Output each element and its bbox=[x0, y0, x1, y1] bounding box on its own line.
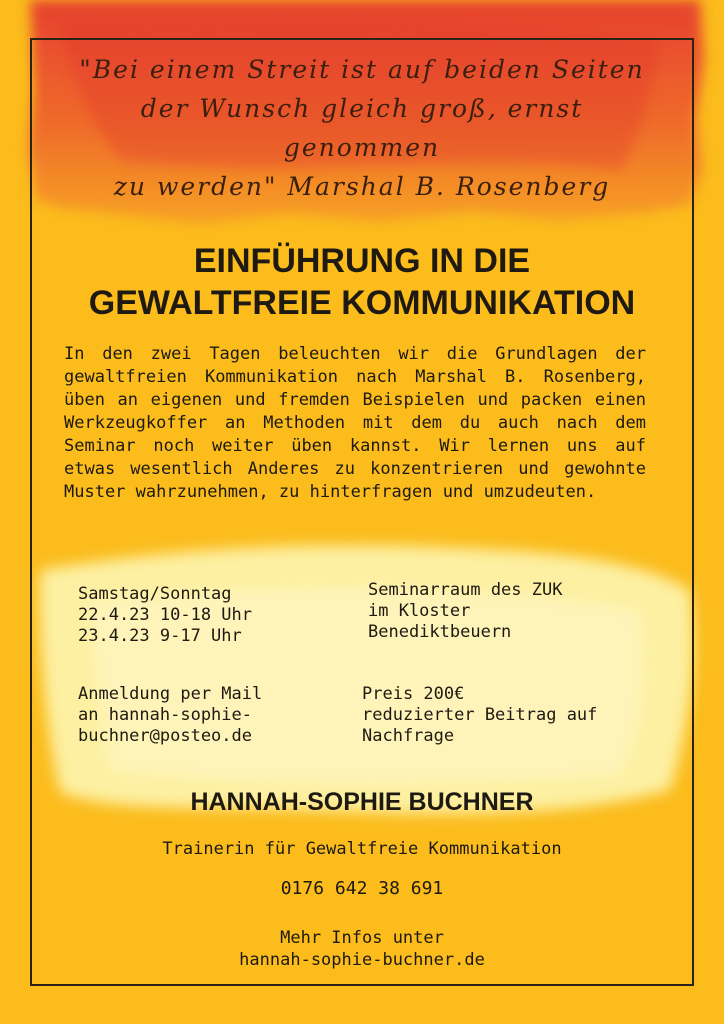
dates-day1: 22.4.23 10-18 Uhr bbox=[78, 605, 252, 625]
quote-line: zu werden" Marshal B. Rosenberg bbox=[113, 172, 611, 201]
price-line: Nachfrage bbox=[362, 726, 455, 746]
website-link[interactable]: hannah-sophie-buchner.de bbox=[239, 950, 485, 970]
registration-block bbox=[78, 684, 338, 747]
quote-line: "Bei einem Streit ist auf beiden Seiten bbox=[79, 55, 645, 84]
more-info bbox=[40, 927, 684, 971]
title-line-2: GEWALTFREIE KOMMUNIKATION bbox=[88, 284, 636, 322]
location-line: Seminarraum des ZUK bbox=[368, 580, 563, 600]
trainer-role: Trainerin für Gewaltfreie Kommunikation bbox=[162, 839, 562, 859]
more-info-label: Mehr Infos unter bbox=[280, 928, 444, 948]
quote-line: der Wunsch gleich groß, ernst genommen bbox=[140, 94, 584, 162]
trainer-phone[interactable]: 0176 642 38 691 bbox=[280, 878, 444, 899]
registration-line: an hannah-sophie- bbox=[78, 705, 252, 725]
price-line: Preis 200€ bbox=[362, 684, 465, 704]
price-block bbox=[362, 684, 662, 747]
intro-paragraph: In den zwei Tagen beleuchten wir die Grundlagen der gewaltfreien Kommunikation nach Marshal B. Rosenberg, üben an eigenen und fremden Beispielen und packen einen Werkzeugkoffer an Methoden mit dem du auch nach dem Seminar noch weiter üben kannst. Wir lernen uns auf etwas wesentlich Anderes zu konzentrieren und gewohnte Muster wahrzunehmen, zu hinterfragen und umzudeuten. bbox=[64, 344, 646, 502]
registration-line: Anmeldung per Mail bbox=[78, 684, 263, 704]
trainer-name: HANNAH-SOPHIE BUCHNER bbox=[190, 788, 534, 816]
registration-email[interactable]: buchner@posteo.de bbox=[78, 726, 252, 746]
location-line: Benediktbeuern bbox=[368, 622, 512, 642]
location-block bbox=[368, 580, 658, 643]
location-line: im Kloster bbox=[368, 601, 471, 621]
dates-block bbox=[78, 584, 328, 647]
page-title bbox=[40, 240, 684, 324]
quote bbox=[60, 50, 664, 206]
title-line-1: EINFÜHRUNG IN DIE bbox=[193, 242, 531, 280]
dates-day2: 23.4.23 9-17 Uhr bbox=[78, 626, 242, 646]
dates-days: Samstag/Sonntag bbox=[78, 584, 232, 604]
price-line: reduzierter Beitrag auf bbox=[362, 705, 598, 725]
